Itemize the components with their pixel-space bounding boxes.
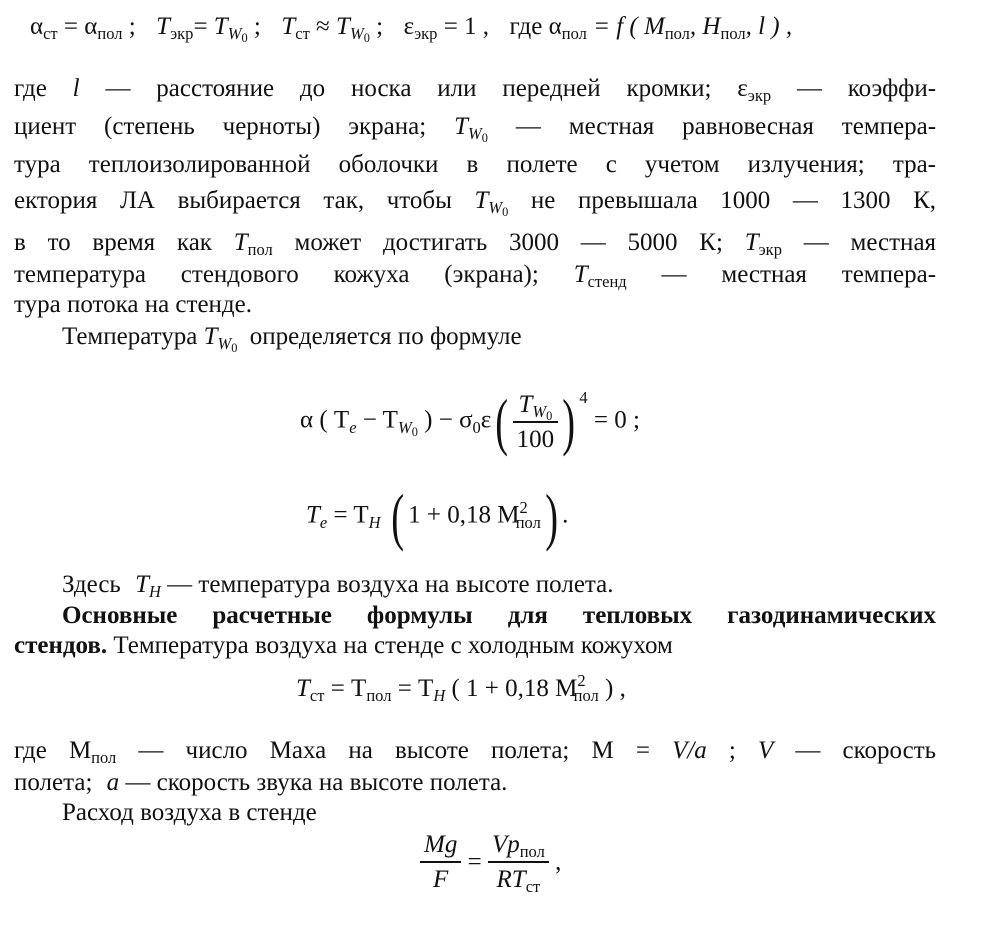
para4-line2: стендов. Температура воздуха на стенде с холодным кожухом (14, 632, 673, 659)
comma-H: , H (689, 13, 721, 40)
para1-line1: где l — расстояние до носка или передней кромки; $\varepsilon_{экр}$ — коэффи- (14, 75, 937, 106)
approx: ≈ (316, 13, 330, 40)
sub-0: 0 (241, 31, 248, 46)
var-T: T (156, 13, 171, 40)
eps: ε (403, 13, 415, 40)
var-T: T (213, 13, 228, 40)
sub-0: 0 (363, 31, 370, 46)
eq: = (193, 13, 208, 40)
sub-ekr: экр (414, 24, 438, 44)
l-close: , l ) , (745, 13, 793, 40)
para5-line1: где $M_{пол}$ — число Маха на высоте полета; M = V/a ; V — скорость (14, 737, 937, 768)
fraction-Mg-F: $\frac{Mg}{F}$ (420, 832, 461, 892)
sep: ; (128, 13, 136, 40)
sep: ; (376, 13, 384, 40)
para2: Температура $T_{W0}$ определяется по формуле (62, 323, 522, 356)
word-gde: где (509, 13, 543, 40)
fraction-Vp-RT: $\frac{Vp_{пол}}{RT_{ст}}$ (488, 832, 549, 892)
sub-pol: пол (664, 24, 690, 44)
sub-ekr: экр (170, 24, 194, 44)
sub-st: ст (295, 24, 310, 44)
sub-W: W (349, 24, 364, 44)
alpha: α (548, 13, 562, 40)
para1-line7: тура потока на стенде. (14, 291, 252, 318)
paren-close: ) (545, 481, 558, 552)
paren-close: ) (562, 386, 576, 458)
f-expr: = f ( M (593, 13, 665, 40)
eq-alpha-pol: = α (63, 13, 98, 40)
sub-pol: пол (561, 24, 587, 44)
para1-line2: циент (степень черноты) экрана; $T_{W0}$ — местная равновесная темпера- (14, 113, 937, 146)
sep: ; (253, 13, 261, 40)
fraction-T-over-100: $\frac{T_{W0}}{100}$ (513, 392, 559, 452)
equation-1: α ( $T_e - T_{W0}$ ) − $\sigma_0\varepsilon$( $\frac{T_{W0}}{100}$ ) $^4$ = 0 ; (300, 386, 640, 458)
sub-W: W (227, 24, 242, 44)
alpha-st: $\alpha_{ст}$ (30, 13, 58, 44)
eq-one: = 1 , (443, 13, 490, 40)
para3: Здесь $T_H$ — температура воздуха на высоте полета. (62, 571, 614, 602)
para5-line2: полета; a — скорость звука на высоте полета. (14, 769, 508, 796)
para1-line5: в то время как $T_{пол}$ может достигать 3000 — 5000 К; $T_{экр}$ — местная (14, 229, 937, 260)
para6: Расход воздуха в стенде (62, 799, 317, 826)
var-T: T (281, 13, 296, 40)
para1-line3: тура теплоизолированной оболочки в полете с учетом излучения; тра- (14, 151, 936, 178)
para4-line1: Основные расчетные формулы для тепловых газодинамических (62, 602, 936, 629)
paren-open: ( (391, 481, 404, 552)
equation-4: $\frac{Mg}{F}$ = $\frac{Vp_{пол}}{RT_{ст}}$ , (420, 832, 561, 892)
top-formula (30, 13, 793, 46)
para1-line4: ектория ЛА выбирается так, чтобы $T_{W0}$ не превышала 1000 — 1300 К, (14, 187, 936, 220)
var-T: T (336, 13, 350, 40)
sub-pol: пол (97, 24, 123, 44)
equation-2: $T_e = T_H$ ( 1 + 0,18 $M^2_{пол}$) . (306, 481, 569, 552)
para1-line6: температура стендового кожуха (экрана); $T_{стенд}$ — местная темпера- (14, 261, 937, 292)
sub-pol: пол (720, 24, 746, 44)
equation-3: $T_{ст} = T_{пол} = T_H$ ( 1 + 0,18 $M^2_{пол}$ ) , (296, 671, 626, 706)
paren-open: ( (495, 386, 509, 458)
